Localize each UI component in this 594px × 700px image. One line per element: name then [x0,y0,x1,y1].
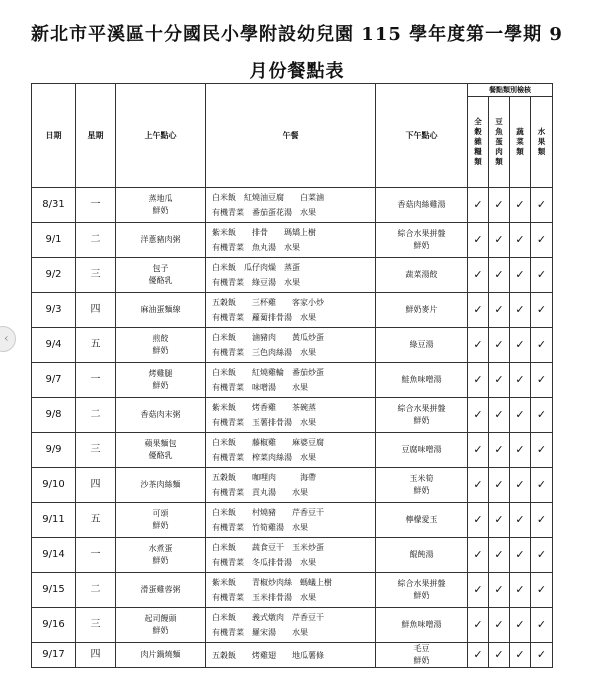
date-cell: 9/1 [32,223,76,258]
header-check-char: 蛋 [495,137,503,146]
weekday-cell: 四 [76,643,116,668]
lunch-cell [206,258,376,293]
table-row [32,503,553,538]
header-check-char: 魚 [495,127,503,136]
check-mark-cell: ✓ [468,643,489,668]
morning-line: 鮮奶 [152,626,169,635]
morning-line: 蘋果麵包 [144,439,177,448]
table-row [32,258,553,293]
morning-snack-cell [116,538,206,573]
lunch-cell [206,503,376,538]
lunch-line: 白米飯 藤椒雞 麻婆豆腐 [212,438,324,447]
morning-line: 麻油蛋麵線 [140,305,181,314]
lunch-line: 紫米飯 排骨 瑪矯上樹 [212,228,316,237]
morning-line: 水煮蛋 [148,544,173,553]
check-mark-cell: ✓ [510,258,531,293]
check-mark-cell: ✓ [489,363,510,398]
afternoon-line: 香菇肉絲雞湯 [397,200,446,209]
date-cell: 9/10 [32,468,76,503]
afternoon-snack-cell [376,363,468,398]
morning-snack-cell [116,433,206,468]
morning-line: 起司饅頭 [144,614,177,623]
side-scroll-button[interactable] [0,326,16,352]
weekday-cell: 二 [76,223,116,258]
table-row [32,538,553,573]
lunch-line: 有機青菜 玉薯排骨湯 水果 [212,418,316,427]
lunch-cell [206,573,376,608]
lunch-cell [206,608,376,643]
header-check-char: 肉 [495,147,503,156]
afternoon-line: 鮮奶麥片 [405,305,438,314]
afternoon-snack-cell [376,643,468,668]
table-row [32,188,553,223]
check-mark-cell: ✓ [510,503,531,538]
check-mark-cell: ✓ [510,223,531,258]
table-row [32,398,553,433]
lunch-cell [206,538,376,573]
table-row [32,363,553,398]
afternoon-line: 綠豆湯 [409,340,434,349]
afternoon-snack-cell [376,293,468,328]
header-check-char: 蔬 [516,127,524,136]
afternoon-line: 鮮奶 [413,486,430,495]
afternoon-line: 玉米筍 [409,474,434,483]
afternoon-line: 豆腐味噌湯 [401,445,442,454]
afternoon-line: 鮮奶 [413,416,430,425]
date-cell: 9/11 [32,503,76,538]
lunch-line: 有機青菜 冬瓜排骨湯 水果 [212,558,316,567]
check-mark-cell: ✓ [489,468,510,503]
afternoon-line: 餛飩湯 [409,550,434,559]
lunch-cell [206,363,376,398]
table-row [32,293,553,328]
check-mark-cell: ✓ [468,363,489,398]
header-lunch: 午餐 [206,84,376,188]
morning-snack-cell [116,573,206,608]
afternoon-snack-cell [376,433,468,468]
lunch-line: 五穀飯 咖哩肉 海帶 [212,473,316,482]
table-row [32,608,553,643]
lunch-cell [206,468,376,503]
afternoon-line: 鮮奶 [413,591,430,600]
check-mark-cell: ✓ [531,398,553,433]
header-check-char: 果 [537,137,546,146]
check-mark-cell: ✓ [489,328,510,363]
check-mark-cell: ✓ [468,433,489,468]
morning-line: 滑蛋雞蓉粥 [140,585,181,594]
morning-snack-cell [116,468,206,503]
morning-line: 鮮奶 [152,556,169,565]
lunch-line: 白米飯 紅燒雞輪 番茄炒蛋 [212,368,324,377]
lunch-line: 白米飯 滷豬肉 黃瓜炒蛋 [212,333,324,342]
lunch-cell [206,643,376,668]
header-morning-snack: 上午點心 [116,84,206,188]
afternoon-line: 綜合水果拼盤 [397,229,446,238]
lunch-line: 有機青菜 竹筍雞湯 水果 [212,523,308,532]
lunch-line: 有機青菜 貢丸湯 水果 [212,488,308,497]
header-check-char: 豆 [495,117,503,126]
lunch-line: 白米飯 蔬食豆干 玉米炒蛋 [212,543,324,552]
afternoon-snack-cell [376,573,468,608]
date-cell: 9/17 [32,643,76,668]
date-cell: 8/31 [32,188,76,223]
morning-line: 鮮奶 [152,521,169,530]
afternoon-line: 鮮魚味噌湯 [401,620,442,629]
date-cell: 9/15 [32,573,76,608]
morning-line: 優酪乳 [148,451,173,460]
lunch-line: 有機青菜 味噌湯 水果 [212,383,308,392]
weekday-cell: 五 [76,503,116,538]
lunch-line: 白米飯 瓜仔肉燥 蒸蛋 [212,263,300,272]
header-check-char: 雜 [474,137,482,146]
check-mark-cell: ✓ [489,643,510,668]
check-mark-cell: ✓ [468,223,489,258]
check-mark-cell: ✓ [489,398,510,433]
lunch-line: 白米飯 義式燉肉 芹香豆干 [212,613,324,622]
header-check-char: 菜 [516,137,524,146]
weekday-cell: 三 [76,608,116,643]
header-check-char: 糧 [474,147,482,156]
check-mark-cell: ✓ [531,328,553,363]
header-check-char: 類 [495,157,503,166]
morning-line: 烤雞腿 [148,369,173,378]
morning-line: 優酪乳 [148,276,173,285]
afternoon-line: 檸檬愛玉 [405,515,438,524]
lunch-cell [206,328,376,363]
date-cell: 9/9 [32,433,76,468]
date-cell: 9/3 [32,293,76,328]
lunch-line: 有機青菜 三色肉絲湯 水果 [212,348,316,357]
morning-snack-cell [116,363,206,398]
afternoon-snack-cell [376,608,468,643]
afternoon-snack-cell [376,328,468,363]
header-date: 日期 [32,84,76,188]
afternoon-snack-cell [376,503,468,538]
header-check-char: 類 [474,157,482,166]
afternoon-snack-cell [376,468,468,503]
morning-snack-cell [116,293,206,328]
check-mark-cell: ✓ [468,468,489,503]
date-cell: 9/16 [32,608,76,643]
header-check-char: 穀 [474,127,482,136]
menu-table [31,83,553,668]
check-mark-cell: ✓ [468,608,489,643]
afternoon-line: 鮮奶 [413,241,430,250]
date-cell: 9/8 [32,398,76,433]
check-mark-cell: ✓ [531,293,553,328]
morning-snack-cell [116,328,206,363]
check-mark-cell: ✓ [531,538,553,573]
afternoon-line: 綜合水果拼盤 [397,579,446,588]
check-mark-cell: ✓ [531,433,553,468]
check-mark-cell: ✓ [468,328,489,363]
header-check-char: 水 [537,127,546,136]
check-mark-cell: ✓ [510,328,531,363]
weekday-cell: 四 [76,468,116,503]
lunch-line: 有機青菜 番茄蛋花湯 水果 [212,208,316,217]
afternoon-snack-cell [376,223,468,258]
check-mark-cell: ✓ [510,538,531,573]
header-check-group: 餐點類別檢核 [468,84,553,97]
check-mark-cell: ✓ [510,643,531,668]
morning-snack-cell [116,188,206,223]
check-mark-cell: ✓ [468,398,489,433]
check-mark-cell: ✓ [531,643,553,668]
check-mark-cell: ✓ [468,573,489,608]
lunch-line: 有機青菜 羅宋湯 水果 [212,628,308,637]
afternoon-line: 鮭魚味噌湯 [401,375,442,384]
chevron-left-icon: ‹ [4,331,9,345]
check-mark-cell: ✓ [531,363,553,398]
morning-snack-cell [116,223,206,258]
check-mark-cell: ✓ [510,573,531,608]
check-mark-cell: ✓ [531,223,553,258]
check-mark-cell: ✓ [489,608,510,643]
header-check-vegetables [510,97,531,188]
lunch-cell [206,188,376,223]
check-mark-cell: ✓ [489,503,510,538]
afternoon-snack-cell [376,538,468,573]
table-row [32,643,553,668]
check-mark-cell: ✓ [489,433,510,468]
check-mark-cell: ✓ [489,538,510,573]
check-mark-cell: ✓ [510,433,531,468]
morning-snack-cell [116,398,206,433]
date-cell: 9/14 [32,538,76,573]
morning-line: 香菇肉末粥 [140,410,181,419]
morning-snack-cell [116,643,206,668]
check-mark-cell: ✓ [531,608,553,643]
morning-line: 包子 [152,264,169,273]
check-mark-cell: ✓ [510,293,531,328]
header-check-char: 類 [516,147,524,156]
check-mark-cell: ✓ [468,258,489,293]
weekday-cell: 一 [76,363,116,398]
morning-line: 肉片鍋燒麵 [140,650,181,659]
lunch-line: 有機青菜 榨菜肉絲湯 水果 [212,453,316,462]
afternoon-line: 毛豆 [413,644,430,653]
weekday-cell: 五 [76,328,116,363]
afternoon-snack-cell [376,258,468,293]
check-mark-cell: ✓ [510,468,531,503]
date-cell: 9/2 [32,258,76,293]
check-mark-cell: ✓ [531,468,553,503]
check-mark-cell: ✓ [489,223,510,258]
check-mark-cell: ✓ [489,258,510,293]
check-mark-cell: ✓ [468,293,489,328]
check-mark-cell: ✓ [531,573,553,608]
header-weekday: 星期 [76,84,116,188]
lunch-line: 紫米飯 烤香雞 茶碗蒸 [212,403,316,412]
afternoon-snack-cell [376,398,468,433]
table-row [32,433,553,468]
check-mark-cell: ✓ [531,258,553,293]
lunch-cell [206,433,376,468]
lunch-line: 白米飯 紅燒油豆腐 白菜滷 [212,193,324,202]
weekday-cell: 四 [76,293,116,328]
weekday-cell: 三 [76,433,116,468]
morning-line: 可頌 [152,509,169,518]
lunch-line: 有機青菜 綠豆湯 水果 [212,278,300,287]
header-check-grains [468,97,489,188]
check-mark-cell: ✓ [510,363,531,398]
morning-line: 鮮奶 [152,206,169,215]
table-row [32,223,553,258]
check-mark-cell: ✓ [510,398,531,433]
afternoon-line: 鮮奶 [413,656,430,665]
morning-snack-cell [116,608,206,643]
morning-line: 洋蔥豬肉粥 [140,235,181,244]
header-check-protein [489,97,510,188]
check-mark-cell: ✓ [489,293,510,328]
lunch-line: 白米飯 村燒豬 芹香豆干 [212,508,324,517]
header-check-fruit [531,97,553,188]
check-mark-cell: ✓ [468,188,489,223]
morning-snack-cell [116,258,206,293]
check-mark-cell: ✓ [468,503,489,538]
check-mark-cell: ✓ [468,538,489,573]
weekday-cell: 二 [76,573,116,608]
check-mark-cell: ✓ [510,608,531,643]
table-row [32,468,553,503]
morning-line: 鮮奶 [152,381,169,390]
afternoon-snack-cell [376,188,468,223]
lunch-line: 紫米飯 青椒炒肉絲 螞蟻上樹 [212,578,332,587]
lunch-line: 五穀飯 烤雞翅 地瓜薯條 [212,650,324,660]
check-mark-cell: ✓ [510,188,531,223]
page-title-line2: 月份餐點表 [249,61,345,82]
morning-line: 煎餃 [152,334,169,343]
morning-line: 蒸地瓜 [148,194,173,203]
weekday-cell: 二 [76,398,116,433]
morning-line: 沙茶肉絲麵 [140,480,181,489]
check-mark-cell: ✓ [531,188,553,223]
lunch-line: 有機青菜 蘿蔔排骨湯 水果 [212,313,316,322]
header-check-char: 全 [474,117,482,126]
lunch-line: 五穀飯 三杯雞 客家小炒 [212,298,324,307]
table-row [32,573,553,608]
lunch-line: 有機青菜 魚丸湯 水果 [212,243,300,252]
afternoon-line: 蔬菜湯餃 [405,270,438,279]
afternoon-line: 綜合水果拼盤 [397,404,446,413]
page-title: 新北市平溪區十分國民小學附設幼兒園 115 學年度第一學期 9 [31,24,563,45]
check-mark-cell: ✓ [489,188,510,223]
weekday-cell: 三 [76,258,116,293]
lunch-line: 有機青菜 玉米排骨湯 水果 [212,593,316,602]
weekday-cell: 一 [76,188,116,223]
check-mark-cell: ✓ [489,573,510,608]
header-check-char: 類 [537,147,546,156]
lunch-cell [206,293,376,328]
weekday-cell: 一 [76,538,116,573]
morning-snack-cell [116,503,206,538]
header-afternoon-snack: 下午點心 [376,84,468,188]
morning-line: 鮮奶 [152,346,169,355]
date-cell: 9/4 [32,328,76,363]
lunch-cell [206,223,376,258]
lunch-cell [206,398,376,433]
check-mark-cell: ✓ [531,503,553,538]
date-cell: 9/7 [32,363,76,398]
table-row [32,328,553,363]
